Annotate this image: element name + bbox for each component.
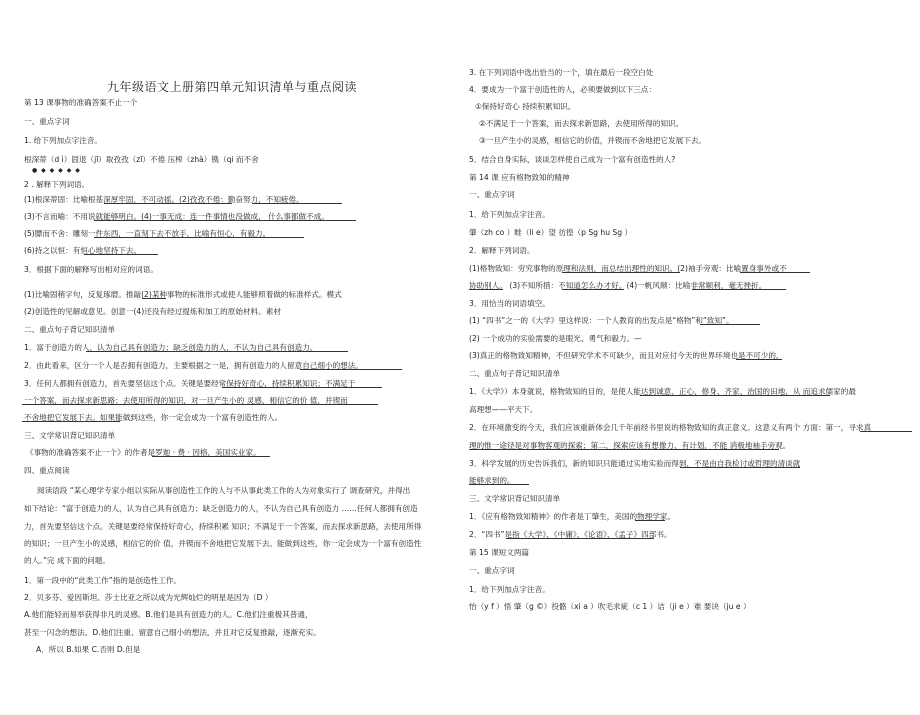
right-text-line: 三、文学常识背记知识清单	[469, 494, 561, 503]
right-text-line: 2．在环境激变的今天，我们应该重新体会几千年前经书里说的格物致知的真正意义。这意义有两个 方面：第一，寻求真	[469, 423, 872, 432]
right-text-line: (1) “四书”之一的《大学》里这样说：一个人教育的出发点是“格物”和“致知”。	[469, 316, 734, 325]
underline-mark	[94, 237, 304, 238]
left-text-line: (1)比喻固稍字句，反复琢磨。推敲(2)某种事物的标准形式或使人能够照着做的标准样式。模式	[24, 290, 342, 299]
left-text-line: A．所以 B.如果 C.否则 D.但是	[36, 645, 141, 654]
underline-mark	[300, 369, 402, 370]
underline-mark	[740, 272, 810, 273]
underline-mark	[469, 484, 529, 485]
left-text-line: 阅读语段 “某心理学专家小组以实际从事创造性工作的人与不从事此类工作的人为对象实行了 调查研究，并得出	[37, 486, 411, 495]
right-text-line: (2) 一个成功的实验需要的是眼光、勇气和毅力。—	[469, 334, 642, 343]
left-text-line: 2 . 解释下列词语。	[24, 180, 90, 189]
left-text-line: 如下结论：“富于创造力的人，认为自己具有创造力；缺乏创造力的人，不认为自己具有创造力 ……任何人都拥有创造	[24, 504, 418, 513]
right-text-line: 1．《大学》）本身就说，格物致知的目的，是使人能达到诚意、正心、修身、齐家、治国的田地，从 而追求儒家的最	[469, 387, 856, 396]
underline-mark	[22, 421, 120, 422]
underline-mark	[860, 431, 912, 432]
left-text-line: 《事物的准确答案不止一个》的作者是罗迦 · 费 · 因格，美国实业家。	[26, 448, 261, 457]
underline-mark	[142, 298, 166, 299]
right-text-line: ③一旦产生小的灵感，相信它的价值，并锲而不舍地把它发展下去。	[479, 136, 707, 145]
underline-mark	[94, 220, 356, 221]
underline-mark	[562, 272, 680, 273]
right-text-line: 4．要成为一个富于创造性的人，必须要做到以下三点：	[469, 85, 657, 94]
left-text-line: 四、重点阅读	[24, 466, 70, 475]
left-text-line: 2．贝多芬、爱因斯坦、莎士比亚之所以成为光辉灿烂的明星是因为（D ）	[24, 593, 273, 602]
right-text-line: ①保持好奇心 持续积累知识。	[475, 102, 576, 111]
right-text-line: ②不满足于一个答案，而去探求新思路，去使用所得的知识。	[479, 119, 684, 128]
underline-mark	[86, 351, 348, 352]
underline-mark	[506, 538, 654, 539]
underline-mark	[152, 456, 270, 457]
underline-mark	[222, 387, 382, 388]
left-text-line: 九年级语文上册第四单元知识清单与重点阅读	[107, 80, 358, 94]
left-text-line: 3．任何人都拥有创造力，首先要坚信这个点。关键是要经常保持好奇心，持续积累知识；不满足于	[24, 379, 356, 388]
right-text-line: 2．解释下列词语。	[469, 246, 535, 255]
left-text-line: 一、重点字词	[24, 117, 70, 126]
underline-mark	[640, 395, 830, 396]
right-text-line: 3. 在下列词语中选出恰当的一个，填在最后一段空白处	[469, 68, 654, 77]
underline-mark	[469, 449, 779, 450]
left-text-line: 三、文学常识背记知识清单	[24, 431, 116, 440]
right-text-line: 能够求到的。	[469, 476, 515, 485]
left-text-line: (1)根深蒂固：比喻根基深厚牢固，不可动摇。(2)孜孜不倦：勤奋努力，不知疲倦。	[24, 195, 304, 204]
left-text-line: 1. 给下列加点字注音。	[24, 136, 103, 145]
right-text-line: 怡（y f ）悟 肇（g ©）投骼（xi a ）吹毛求疵（c 1 ）诘（ji e ）难 要诀（ju e ）	[469, 602, 751, 611]
right-text-line: (1)格物致知：穷究事物的原理和法则，而总结出理性的知识。(2)袖手旁观：比喻置身事外或不	[469, 264, 787, 273]
right-text-line: 3．用恰当的词语填空。	[469, 299, 550, 308]
underline-mark	[104, 203, 232, 204]
underline-mark	[736, 359, 782, 360]
right-text-line: (3)真正的格物致知精神，不但研究学术不可缺少，而且对应付今天的世界环境也是不可少的。	[469, 351, 784, 360]
underline-mark	[692, 289, 786, 290]
left-text-line: (3)不言而喻：不用说就能够明白。(4)一事无成：连一件事情也没做成， 什么事都做不成。	[24, 212, 329, 221]
right-text-line: 2．“四书”是指《大学》、《中庸》、《论语》、《孟子》四部书。	[469, 530, 672, 539]
left-text-line: 2．由此看来，区分一个人是否拥有创造力，主要根据之一是，拥有创造力的人留意自己细小的想法。	[24, 361, 363, 370]
right-text-line: 一、重点字词	[469, 566, 515, 575]
left-text-line: 不舍地把它发展下去。如果能做到这些，你一定会成为一个富有创造性的人。	[24, 413, 283, 422]
left-text-line: 1．富于创造力的人，认为自己具有创造力；缺乏创造力的人，不认为自己具有创造力。	[24, 343, 318, 352]
left-text-line: 力，首先要坚信这个点。关键是要经常保持好奇心，持续积累 知识；不满足于一个答案，而去探求新思路，去使用所得	[24, 522, 422, 531]
left-text-line: (6)持之以恒：有恒心地坚持下去。	[24, 246, 142, 255]
right-text-line: 高理想——平天下。	[469, 405, 538, 414]
right-text-line: 第 15 课短文两篇	[469, 548, 530, 557]
underline-mark	[562, 289, 624, 290]
right-text-line: 1．《应有格物致知精神》的作者是丁肇生，美国的物理学家。	[469, 512, 676, 521]
underline-mark	[700, 324, 760, 325]
left-text-line: A.他们能轻而易举获得非凡的灵感。B.他们是具有创造力的人。C.他们注重极其普通，	[24, 610, 313, 619]
left-text-line: 第 13 课事物的准确答案不止一个	[24, 98, 138, 107]
left-text-line: 甚至一闪念的想法。D.他们注重、留意自己细小的想法，并且对它反复推敲，逐渐充实。	[24, 628, 321, 637]
underline-mark	[680, 467, 800, 468]
right-text-line: 1．给下列加点字注音。	[469, 585, 550, 594]
right-text-line: 协助别人。 (3)不知所措：不知道怎么办才好。(4)一帆风顺：比喻非常顺利，毫无挫折。	[469, 281, 767, 290]
right-text-line: 1．给下列加点字注音。	[469, 210, 550, 219]
left-text-line: (5)膘而不舍：雕刻一件东西，一直刻下去不放手，比喻有恒心，有毅力。	[24, 229, 271, 238]
right-text-line: 3．科学发展的历史告诉我们，新的知识只能通过实地实验而得到，不是由自我检讨或哲理的清谈就	[469, 459, 801, 468]
left-text-line: 二、重点句子背记知识清单	[24, 325, 116, 334]
underline-mark	[469, 289, 503, 290]
right-text-line: 理的惟一途径是对事物客观的探索；第二，探索应该有想像力、有计划，不能 消极地袖手旁观。	[469, 441, 791, 450]
right-text-line: 第 14 课 应有格物致知的精神	[469, 173, 570, 182]
left-text-line: (2)创造性的见解或意见。创意一(4)还没有经过提炼和加工的原始材料。素材	[24, 307, 281, 316]
underline-mark	[22, 404, 378, 405]
left-text-line: 根深蒂（d ì）固退（jī）取孜孜（zī）不倦 压榨（zhà）镌（qi 而不舍	[24, 155, 259, 164]
right-text-line: 5．结合自身实际，谈谈怎样使自己成为一个富有创造性的人?	[469, 155, 676, 164]
left-text-line: ● ◆ ◆ ◆ ◆ ◆	[32, 167, 81, 174]
right-text-line: 二、重点句子背记知识清单	[469, 369, 561, 378]
left-text-line: 一个答案，而去探求新思路；去使用所得的知识，对一旦产生小的 灵感，相信它的价 值，并锲而	[24, 396, 348, 405]
left-text-line: 3．根据下面的解释写出相对应的词语。	[24, 265, 158, 274]
underline-mark	[635, 520, 665, 521]
right-text-line: 一、重点字词	[469, 190, 515, 199]
left-text-line: 的知识；一旦产生小的灵感，相信它的价 值，并锲而不舍地把它发展下去。能做到这些，你一定会成为一个富有创造性	[24, 539, 422, 548]
left-text-line: 1．第一段中的“此类工作”指的是创造性工作。	[24, 576, 181, 585]
underline-mark	[84, 254, 158, 255]
underline-mark	[252, 203, 342, 204]
left-text-line: 的人。”完 成下面的问题。	[24, 556, 111, 565]
right-text-line: 肇（zh co ）畦（li e）望 彷徨（p Sg hu Sg ）	[469, 228, 633, 237]
